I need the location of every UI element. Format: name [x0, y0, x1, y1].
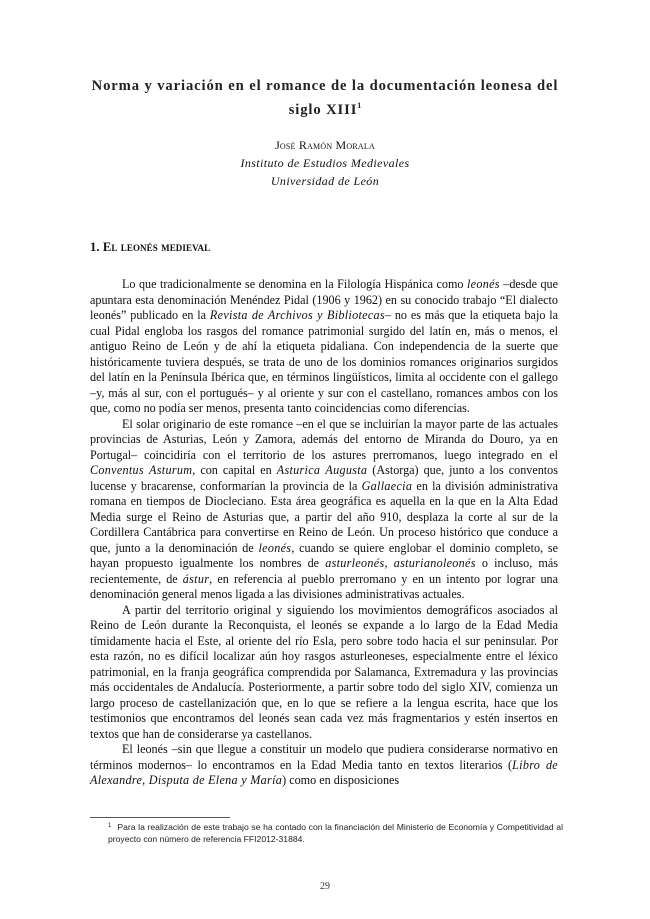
- paper-title-text: Norma y variación en el romance de la documentación leonesa del siglo XIII: [91, 78, 559, 118]
- author-name: José Ramón Morala: [275, 138, 375, 152]
- italic-term: Asturica Augusta: [276, 463, 368, 477]
- author-institute: Instituto de Estudios Medievales: [240, 156, 410, 170]
- section-heading: 1. El leonés medieval: [90, 240, 211, 254]
- paragraph-4: [90, 742, 558, 789]
- page-number: 29: [320, 881, 330, 892]
- italic-term: Gallaecia: [361, 478, 413, 493]
- italic-term: Conventus Asturum: [90, 463, 193, 477]
- body-text: [90, 277, 558, 789]
- footnote: [108, 820, 563, 845]
- text-span: – no es más que la etiqueta bajo la cual Pidal engloba los rasgos del romance patrimonial surgido del latín en, más o menos, el antiguo Reino de León y de ahí la etiqueta pidaliana. Con independencia de la suerte que históricamente tuviera después, se trata de uno de los dominios romances originarios surgidos del latín en la Península Ibérica que, en términos lingüísticos, limita al occidente con el gallego –y, más al sur, con el portugués– y al oriente y sur con el castellano, romances ambos con los que, como no podía ser menos, presenta tanto coincidencias como diferencias.: [90, 308, 559, 415]
- italic-term: asturleonés: [325, 556, 385, 570]
- text-span: A partir del territorio original y siguiendo los movimientos demográficos asociados al Reino de León durante la Reconquista, el leonés se expande a lo largo de la Edad Media tímidamente hacia el Este, al oriente del río Esla, pero sobre todo hacia el sur peninsular. Por esta razón, no es difícil localizar aún hoy rasgos asturleoneses, especialmente entre el léxico patrimonial, en la franja geográfica comprendida por Salamanca, Extremadura y las provincias más occidentales de Andalucía. Posteriormente, a partir sobre todo del siglo XIV, comienza un largo proceso de castellanización que, en lo que se refiere a la lengua escrita, hace que los testimonios que encontramos del leonés sean cada vez más fragmentarios y estén insertos en textos que han de considerarse ya castellanos.: [90, 602, 558, 741]
- italic-term: leonés: [466, 277, 500, 291]
- text-span: , en referencia al pueblo prerromano y en un intento por lograr una denominación general menos ligada a las divisiones administrativas actuales.: [90, 571, 558, 601]
- italic-term: leonés: [258, 540, 292, 555]
- author-block: [88, 136, 562, 190]
- italic-term: ástur: [182, 571, 210, 586]
- text-span: Lo que tradicionalmente se denomina en la Filología Hispánica como: [122, 277, 467, 291]
- italic-term: Revista de Archivos y Bibliotecas: [209, 308, 385, 322]
- text-span: –desde que apuntara esta denominación Menéndez Pidal (1906 y 1962) en su conocido trabajo “El dialecto leonés” publicado en la: [90, 277, 558, 322]
- text-span: ) como en disposiciones: [282, 773, 400, 787]
- paragraph-3: [90, 603, 558, 743]
- footnote-mark: 1: [108, 823, 112, 829]
- italic-term: asturianoleonés: [393, 556, 476, 570]
- footnote-rule: [90, 817, 230, 818]
- text-span: , con capital en: [192, 463, 277, 477]
- paper-title: [88, 77, 562, 120]
- title-footnote-mark: 1: [357, 101, 362, 110]
- text-span: El solar originario de este romance –en el que se incluirían la mayor parte de las actuales provincias de Asturias, León y Zamora, además del entorno de Miranda do Douro, ya en Portugal– coincidiría con el territorio de los astures prerromanos, luego integrado en el: [90, 416, 558, 462]
- text-span: El leonés –sin que llegue a constituir un modelo que pudiera considerarse normativo en términos modernos– lo encontramos en la Edad Media tanto en textos literarios (: [90, 742, 558, 772]
- footnote-text: Para la realización de este trabajo se ha contado con la financiación del Ministerio de Economía y Competitividad al proyecto con número de referencia FFI2012-31884.: [108, 822, 563, 844]
- paragraph-2: [90, 417, 558, 603]
- text-span: o incluso, más recientemente, de: [90, 556, 558, 586]
- text-span: en la división administrativa romana en tiempos de Diocleciano. Esta área geográfica es aquella en la que en la Alta Edad Media surge el Reino de Asturias que, a partir del año 910, desplaza la corte al sur de la Cordillera Cantábrica para convertirse en Reino de León. Un proceso histórico que conduce a que, junto a la denominación de: [90, 478, 558, 555]
- paragraph-1: [90, 277, 558, 417]
- text-span: ,: [384, 556, 394, 570]
- text-span: (Astorga) que, junto a los conventos lucense y bracarense, conformarían la provincia de la: [90, 463, 558, 493]
- text-span: , cuando se quiere englobar el dominio completo, se hayan propuesto igualmente los nombres de: [90, 540, 559, 570]
- author-university: Universidad de León: [270, 174, 380, 188]
- italic-term: Libro de Alexandre, Disputa de Elena y María: [90, 757, 558, 787]
